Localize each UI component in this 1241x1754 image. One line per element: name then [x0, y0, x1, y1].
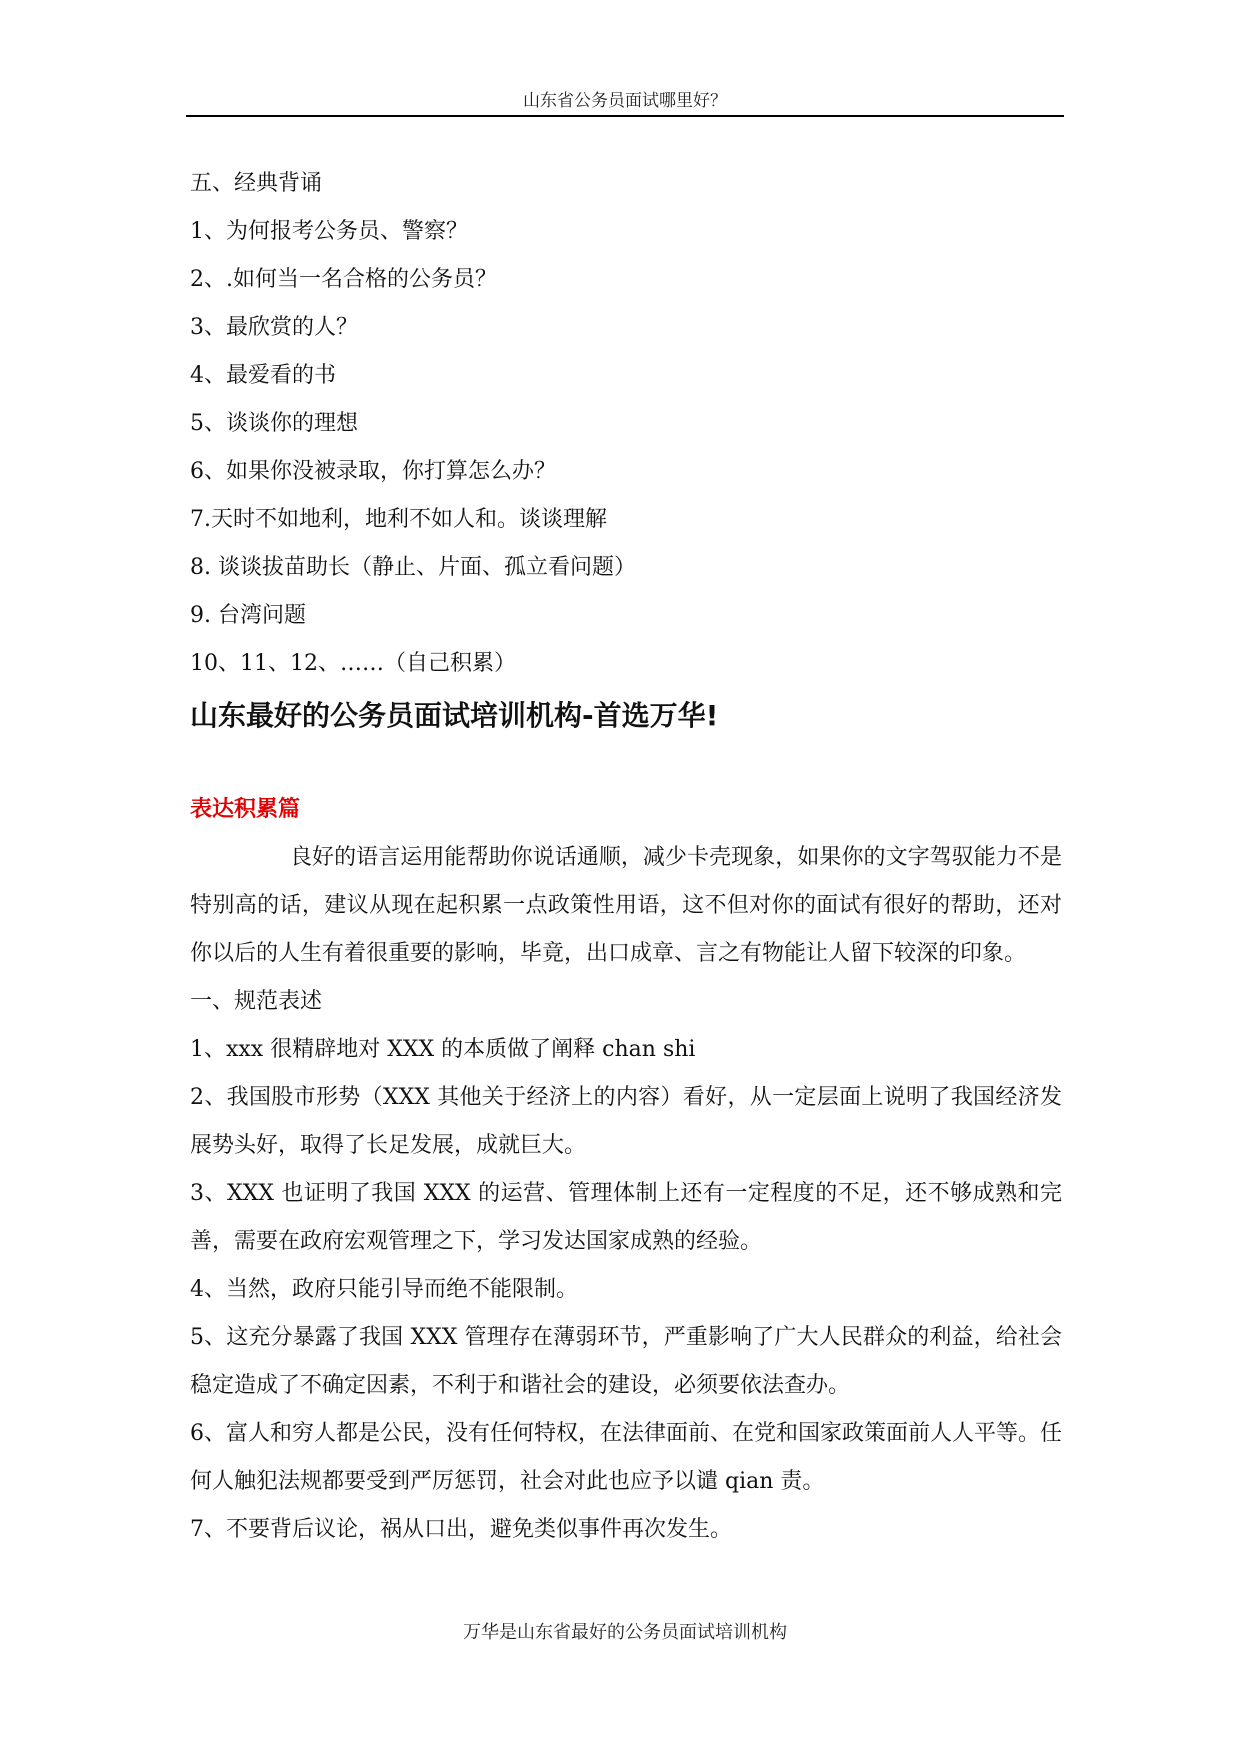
subsection-heading: 一、规范表述: [190, 989, 323, 1014]
page-content: [190, 160, 1062, 1554]
header-divider: [186, 115, 1064, 117]
page-header: 山东省公务员面试哪里好？: [523, 91, 727, 111]
list-item: 5、这充分暴露了我国 XXX 管理存在薄弱环节，严重影响了广大人民群众的利益，给社会稳定造成了不确定因素，不利于和谐社会的建设，必须要依法查办。: [190, 1325, 1062, 1398]
expression-section-title: 表达积累篇: [190, 797, 301, 822]
list-item: 1、xxx 很精辟地对 XXX 的本质做了阐释 chan shi: [190, 1037, 696, 1062]
list-item: 9. 台湾问题: [190, 603, 306, 628]
list-item: 10、11、12、……（自己积累）: [190, 651, 516, 676]
list-item: 4、当然，政府只能引导而绝不能限制。: [190, 1277, 578, 1302]
list-item: 3、XXX 也证明了我国 XXX 的运营、管理体制上还有一定程度的不足，还不够成熟和完善，需要在政府宏观管理之下，学习发达国家成熟的经验。: [190, 1181, 1062, 1254]
list-item: 6、富人和穷人都是公民，没有任何特权，在法律面前、在党和国家政策面前人人平等。任何人触犯法规都要受到严厉惩罚，社会对此也应予以谴 qian 责。: [190, 1421, 1063, 1494]
list-item: 2、.如何当一名合格的公务员？: [190, 267, 497, 292]
section-heading: 五、经典背诵: [190, 171, 323, 196]
page-footer: 万华是山东省最好的公务员面试培训机构: [463, 1622, 787, 1643]
list-item: 7.天时不如地利，地利不如人和。谈谈理解: [190, 507, 607, 532]
list-item: 5、谈谈你的理想: [190, 411, 358, 436]
list-item: 4、最爱看的书: [190, 363, 336, 388]
list-item: 2、我国股市形势（XXX 其他关于经济上的内容）看好，从一定层面上说明了我国经济发展势头好，取得了长足发展，成就巨大。: [190, 1085, 1062, 1158]
list-item: 7、不要背后议论，祸从口出，避免类似事件再次发生。: [190, 1517, 732, 1542]
intro-paragraph: 良好的语言运用能帮助你说话通顺，减少卡壳现象，如果你的文字驾驭能力不是特别高的话，建议从现在起积累一点政策性用语，这不但对你的面试有很好的帮助，还对你以后的人生有着很重要的影响，毕竟，出口成章、言之有物能让人留下较深的印象。: [190, 845, 1062, 966]
list-item: 8. 谈谈拔苗助长（静止、片面、孤立看问题）: [190, 555, 636, 580]
list-item: 6、如果你没被录取，你打算怎么办？: [190, 459, 556, 484]
list-item: 1、为何报考公务员、警察？: [190, 219, 468, 244]
promo-headline: 山东最好的公务员面试培训机构-首选万华!: [190, 699, 719, 732]
list-item: 3、最欣赏的人？: [190, 315, 358, 340]
